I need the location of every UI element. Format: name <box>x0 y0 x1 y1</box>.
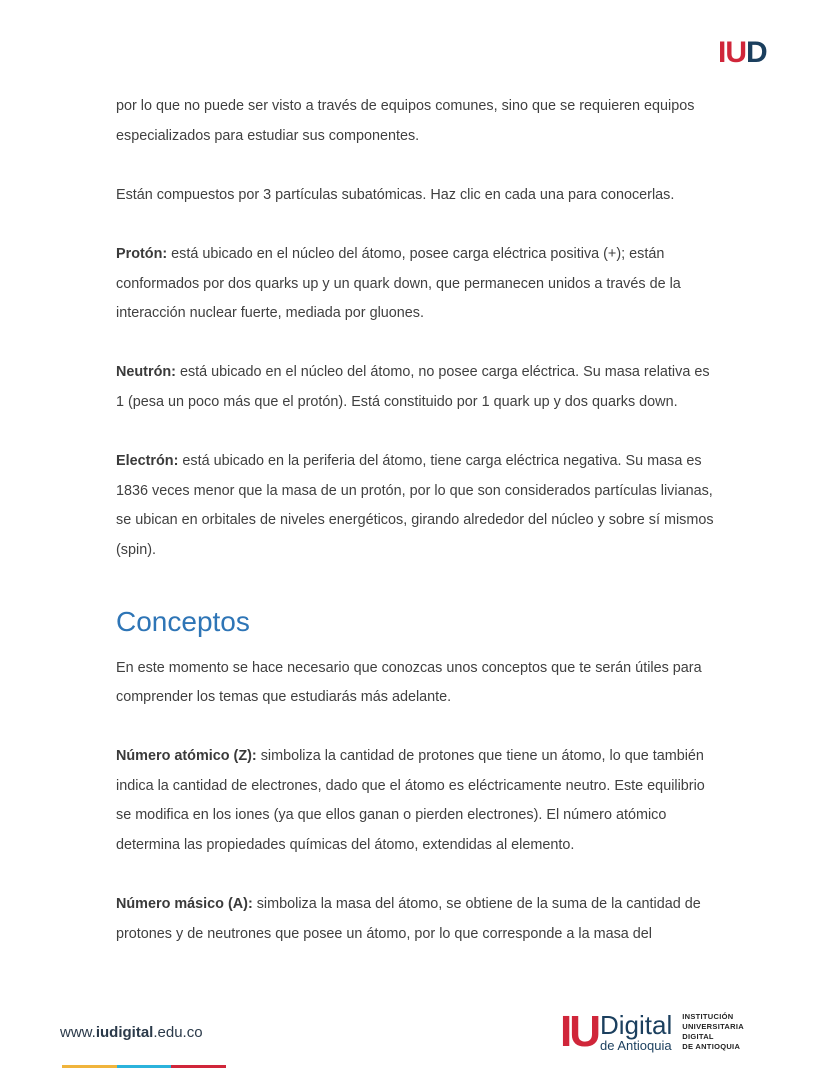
concept-description: simboliza la cantidad de protones que tiene un átomo, lo que también indica la cantidad de electrones, dado que el átomo es eléctricamente neutro. Este equilibrio se modifica en los iones (ya que ellos ganan o pierden electrones). El número atómico determina las propiedades químicas del átomo, extendidas al elemento. <box>116 748 705 854</box>
institution-line: DE ANTIOQUIA <box>682 1042 741 1051</box>
iudigital-logo <box>560 1007 744 1056</box>
url-suffix: .edu.co <box>153 1024 203 1041</box>
footer-website-link[interactable] <box>60 1024 203 1041</box>
intro-continuation: por lo que no puede ser visto a través de equipos comunes, sino que se requieren equipos especializados para estudiar sus componentes. <box>116 98 695 144</box>
logo-letter-i: I <box>718 36 726 69</box>
institution-line: DIGITAL <box>682 1032 714 1041</box>
logo-letter-d: D <box>746 36 767 69</box>
concept-description: simboliza la masa del átomo, se obtiene de la suma de la cantidad de protones y de neutrones que posee un átomo, por lo que corresponde a la masa del <box>116 896 701 942</box>
concepts-intro: En este momento se hace necesario que conozcas unos conceptos que te serán útiles para comprender los temas que estudiarás más adelante. <box>116 659 702 706</box>
institution-line: UNIVERSITARIA <box>682 1022 744 1031</box>
iud-logo <box>718 38 767 68</box>
bar-segment-blue <box>117 1065 172 1068</box>
section-title: Conceptos <box>116 605 250 637</box>
document-body <box>116 92 716 979</box>
concept-term: Número atómico (Z): <box>116 748 257 765</box>
logo-antioquia: de Antioquia <box>600 1038 672 1053</box>
footer-color-bar <box>62 1065 226 1068</box>
logo-iu-mark: IU <box>560 1007 598 1056</box>
concept-term: Número másico (A): <box>116 896 253 913</box>
particle-term: Neutrón: <box>116 364 176 381</box>
particle-description: está ubicado en la periferia del átomo, tiene carga eléctrica negativa. Su masa es 1836 veces menor que la masa de un protón, por lo que son considerados partículas livianas, se ubican en orbitales de niveles energéticos, girando alrededor del núcleo y sobre sí mismos (spin). <box>116 453 714 558</box>
particle-neutron[interactable] <box>116 358 716 417</box>
particle-description: está ubicado en el núcleo del átomo, posee carga eléctrica positiva (+); están conformados por dos quarks up y un quark down, que permanecen unidos a través de la interacción nuclear fuerte, mediada por gluones. <box>116 245 681 322</box>
concept-atomic-number <box>116 742 716 860</box>
url-bold: iudigital <box>95 1024 154 1041</box>
particle-electron[interactable] <box>116 447 716 565</box>
particle-description: está ubicado en el núcleo del átomo, no posee carga eléctrica. Su masa relativa es 1 (pesa un poco más que el protón). Está constituido por 1 quark up y dos quarks down. <box>116 364 710 410</box>
institution-name <box>682 1012 744 1052</box>
url-prefix: www. <box>60 1024 96 1041</box>
bar-segment-red <box>171 1065 226 1068</box>
particle-term: Electrón: <box>116 453 179 470</box>
particle-term: Protón: <box>116 245 168 262</box>
concept-mass-number <box>116 890 716 949</box>
bar-segment-yellow <box>62 1065 117 1068</box>
institution-line: INSTITUCIÓN <box>682 1012 734 1021</box>
logo-letter-u: U <box>725 36 747 69</box>
logo-digital: Digital <box>600 1010 673 1040</box>
particle-proton[interactable] <box>116 240 716 329</box>
particles-intro: Están compuestos por 3 partículas subatómicas. Haz clic en cada una para conocerlas. <box>116 186 675 203</box>
